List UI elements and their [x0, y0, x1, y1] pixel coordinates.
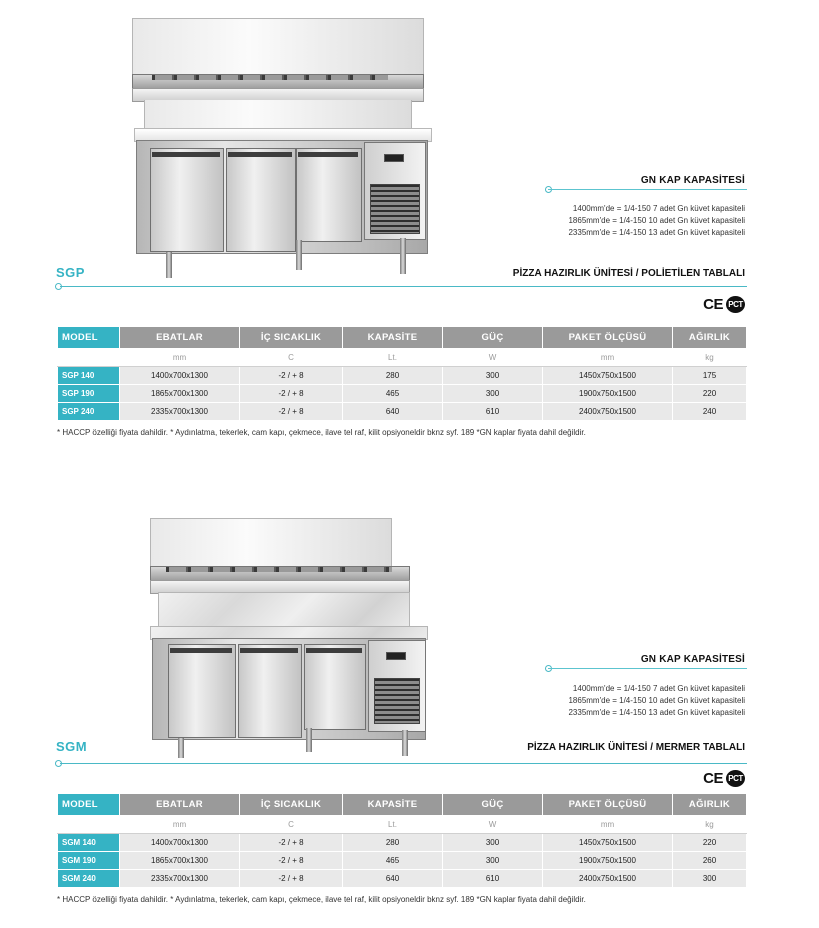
table-cell: 260 [673, 852, 747, 870]
table-cell: -2 / + 8 [240, 852, 343, 870]
table-cell: 465 [343, 852, 443, 870]
col-header-power: GÜÇ [443, 327, 543, 349]
gn-pans [152, 75, 388, 80]
table-cell: -2 / + 8 [240, 403, 343, 421]
unit-cell [58, 349, 120, 367]
col-header-package: PAKET ÖLÇÜSÜ [543, 327, 673, 349]
control-display [384, 154, 404, 162]
col-header-dimensions: EBATLAR [120, 327, 240, 349]
table-cell: -2 / + 8 [240, 385, 343, 403]
model-cell: SGP 140 [58, 367, 120, 385]
back-splash-panel [150, 518, 392, 570]
spec-table-sgm [57, 793, 747, 888]
leg [296, 240, 302, 270]
product-image-sgm [146, 518, 428, 758]
capacity-title: GN KAP KAPASİTESİ [640, 654, 745, 665]
table-row [58, 834, 747, 852]
gost-mark-icon: PCT [726, 296, 745, 313]
leg [402, 730, 408, 756]
table-cell: 300 [673, 870, 747, 888]
footnote: * HACCP özelliği fiyata dahildir. * Aydınlatma, tekerlek, cam kapı, çekmece, ilave tel raf, kilit opsiyoneldir bknz syf. 189 *GN kaplar fiyata dahil değildir. [57, 895, 586, 904]
table-cell: 280 [343, 367, 443, 385]
table-cell: 300 [443, 367, 543, 385]
door-1-handle [152, 152, 220, 157]
table-cell: 280 [343, 834, 443, 852]
table-cell: 1900x750x1500 [543, 385, 673, 403]
unit-cell: mm [543, 349, 673, 367]
table-cell: 300 [443, 834, 543, 852]
table-cell: 2335x700x1300 [120, 403, 240, 421]
table-row [58, 403, 747, 421]
table-cell: 465 [343, 385, 443, 403]
model-cell: SGM 240 [58, 870, 120, 888]
leg [166, 252, 172, 278]
product-section-sgm [0, 468, 819, 928]
model-cell: SGM 190 [58, 852, 120, 870]
door-3-handle [306, 648, 362, 653]
section-line [60, 763, 747, 764]
unit-cell: kg [673, 816, 747, 834]
table-cell: 240 [673, 403, 747, 421]
door-2 [238, 644, 302, 738]
ce-mark-icon: CE [703, 770, 723, 787]
unit-cell: C [240, 816, 343, 834]
unit-cell [58, 816, 120, 834]
col-header-temperature: İÇ SICAKLIK [240, 327, 343, 349]
table-cell: 1400x700x1300 [120, 367, 240, 385]
product-subtitle: PİZZA HAZIRLIK ÜNİTESİ / POLİETİLEN TABLALI [512, 268, 745, 279]
unit-cell: C [240, 349, 343, 367]
table-cell: -2 / + 8 [240, 367, 343, 385]
table-cell: 1450x750x1500 [543, 367, 673, 385]
capacity-line [548, 668, 747, 669]
door-3-handle [298, 152, 358, 157]
model-cell: SGP 240 [58, 403, 120, 421]
capacity-row: 1400mm'de = 1/4-150 7 adet Gn küvet kapasiteli [572, 204, 745, 213]
model-code: SGP [56, 265, 85, 280]
table-cell: -2 / + 8 [240, 834, 343, 852]
leg [400, 238, 406, 274]
capacity-list [568, 683, 745, 719]
table-cell: 610 [443, 870, 543, 888]
capacity-line [548, 189, 747, 190]
capacity-row: 1400mm'de = 1/4-150 7 adet Gn küvet kapasiteli [572, 684, 745, 693]
table-cell: 610 [443, 403, 543, 421]
back-splash-panel [132, 18, 424, 78]
marble-backsplash [158, 592, 410, 630]
col-header-model: MODEL [58, 794, 120, 816]
control-display [386, 652, 406, 660]
ventilation-grille [374, 678, 420, 724]
ce-mark-icon: CE [703, 296, 723, 313]
unit-cell: kg [673, 349, 747, 367]
door-2-handle [228, 152, 292, 157]
table-cell: 2400x750x1500 [543, 403, 673, 421]
upper-recess [144, 100, 412, 131]
table-row [58, 870, 747, 888]
unit-cell: W [443, 816, 543, 834]
certification-marks [703, 296, 745, 313]
capacity-row: 2335mm'de = 1/4-150 13 adet Gn küvet kapasiteli [568, 228, 745, 237]
table-cell: 2335x700x1300 [120, 870, 240, 888]
table-cell: 1900x750x1500 [543, 852, 673, 870]
leg [306, 728, 312, 752]
door-1-handle [170, 648, 232, 653]
table-cell: 1400x700x1300 [120, 834, 240, 852]
capacity-row: 1865mm'de = 1/4-150 10 adet Gn küvet kapasiteli [568, 696, 745, 705]
unit-cell: mm [120, 816, 240, 834]
table-header-row [58, 794, 747, 816]
model-code: SGM [56, 739, 88, 754]
door-2 [226, 148, 296, 252]
table-cell: 640 [343, 870, 443, 888]
unit-cell: Lt. [343, 349, 443, 367]
product-subtitle: PİZZA HAZIRLIK ÜNİTESİ / MERMER TABLALI [527, 742, 745, 753]
col-header-weight: AĞIRLIK [673, 327, 747, 349]
table-cell: 2400x750x1500 [543, 870, 673, 888]
section-line [60, 286, 747, 287]
table-unit-row [58, 349, 747, 367]
col-header-power: GÜÇ [443, 794, 543, 816]
table-cell: 1865x700x1300 [120, 385, 240, 403]
col-header-capacity: KAPASİTE [343, 794, 443, 816]
table-cell: -2 / + 8 [240, 870, 343, 888]
door-3 [296, 148, 362, 242]
door-1 [168, 644, 236, 738]
unit-cell: mm [543, 816, 673, 834]
col-header-temperature: İÇ SICAKLIK [240, 794, 343, 816]
door-2-handle [240, 648, 298, 653]
table-row [58, 852, 747, 870]
gost-mark-icon: PCT [726, 770, 745, 787]
gn-pans [166, 567, 392, 572]
col-header-dimensions: EBATLAR [120, 794, 240, 816]
table-cell: 1865x700x1300 [120, 852, 240, 870]
table-cell: 300 [443, 385, 543, 403]
table-cell: 1450x750x1500 [543, 834, 673, 852]
model-cell: SGP 190 [58, 385, 120, 403]
capacity-row: 1865mm'de = 1/4-150 10 adet Gn küvet kapasiteli [568, 216, 745, 225]
certification-marks [703, 770, 745, 787]
table-row [58, 367, 747, 385]
capacity-row: 2335mm'de = 1/4-150 13 adet Gn küvet kapasiteli [568, 708, 745, 717]
table-cell: 640 [343, 403, 443, 421]
product-image-sgp [128, 18, 428, 280]
leg [178, 738, 184, 758]
table-header-row [58, 327, 747, 349]
col-header-package: PAKET ÖLÇÜSÜ [543, 794, 673, 816]
capacity-title: GN KAP KAPASİTESİ [640, 175, 745, 186]
footnote: * HACCP özelliği fiyata dahildir. * Aydınlatma, tekerlek, cam kapı, çekmece, ilave tel raf, kilit opsiyoneldir bknz syf. 189 *GN kaplar fiyata dahil değildir. [57, 428, 586, 437]
door-3 [304, 644, 366, 730]
table-cell: 220 [673, 834, 747, 852]
model-cell: SGM 140 [58, 834, 120, 852]
table-row [58, 385, 747, 403]
ventilation-grille [370, 184, 420, 234]
capacity-list [568, 203, 745, 239]
table-cell: 300 [443, 852, 543, 870]
table-cell: 220 [673, 385, 747, 403]
table-unit-row [58, 816, 747, 834]
col-header-weight: AĞIRLIK [673, 794, 747, 816]
unit-cell: Lt. [343, 816, 443, 834]
unit-cell: W [443, 349, 543, 367]
product-section-sgp [0, 0, 819, 450]
col-header-model: MODEL [58, 327, 120, 349]
col-header-capacity: KAPASİTE [343, 327, 443, 349]
unit-cell: mm [120, 349, 240, 367]
table-cell: 175 [673, 367, 747, 385]
spec-table-sgp [57, 326, 747, 421]
door-1 [150, 148, 224, 252]
